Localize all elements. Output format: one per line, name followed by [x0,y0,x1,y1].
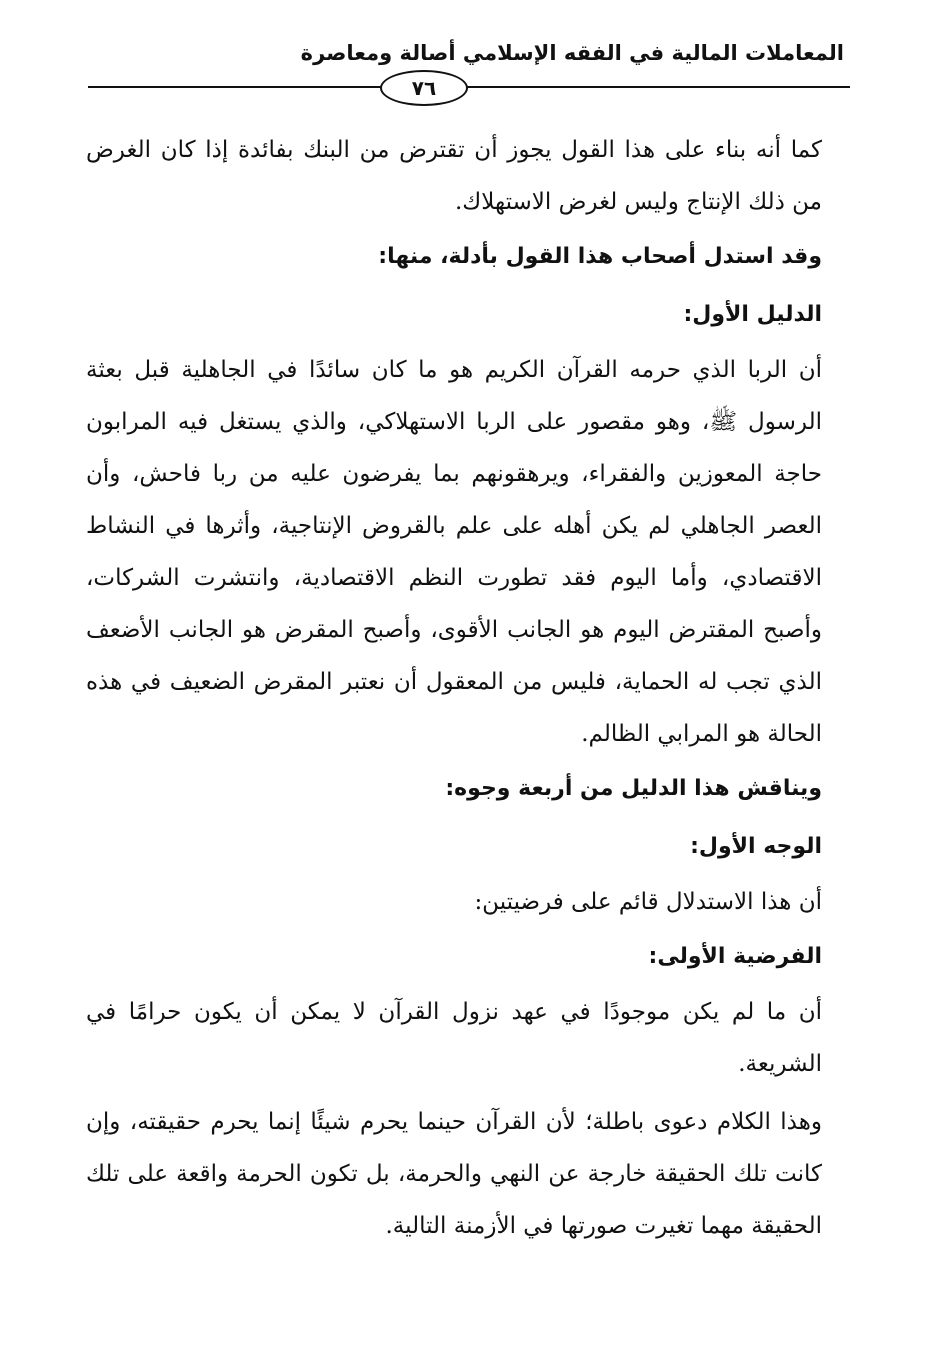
heading-first-aspect: الوجه الأول: [690,834,822,859]
paragraph-5: وهذا الكلام دعوى باطلة؛ لأن القرآن حينما يحرم شيئًا إنما يحرم حقيقته، وإن كانت تلك الحقيقة خارجة عن النهي والحرمة، بل تكون الحرمة واقعة على تلك الحقيقة مهما تغيرت صورتها في الأزمنة التالية. [86,1109,822,1239]
paragraph-4: أن ما لم يكن موجودًا في عهد نزول القرآن لا يمكن أن يكون حرامًا في الشريعة. [86,999,822,1077]
heading-discussion: ويناقش هذا الدليل من أربعة وجوه: [445,776,822,801]
running-header-title: المعاملات المالية في الفقه الإسلامي أصالة ومعاصرة [300,41,844,65]
header-rule [88,86,850,88]
page-body [86,124,822,1252]
heading-first-hypothesis: الفرضية الأولى: [648,944,822,969]
heading-first-evidence: الدليل الأول: [683,302,822,327]
page-number: ٧٦ [380,70,468,106]
paragraph-2: أن الربا الذي حرمه القرآن الكريم هو ما كان سائدًا في الجاهلية قبل بعثة الرسول ﷺ، وهو مقصور على الربا الاستهلاكي، والذي يستغل فيه المرابون حاجة المعوزين والفقراء، ويرهقونهم بما يفرضون عليه من ربا فاحش، وأن العصر الجاهلي لم يكن أهله على علم بالقروض الإنتاجية، وأثرها في النشاط الاقتصادي، وأما اليوم فقد تطورت النظم الاقتصادية، وانتشرت الشركات، وأصبح المقترض اليوم هو الجانب الأقوى، وأصبح المقرض هو الجانب الأضعف الذي تجب له الحماية، فليس من المعقول أن نعتبر المقرض الضعيف في هذه الحالة هو المرابي الظالم. [86,357,822,747]
paragraph-3: أن هذا الاستدلال قائم على فرضيتين: [474,889,822,915]
heading-evidence-intro: وقد استدل أصحاب هذا القول بأدلة، منها: [378,244,822,269]
paragraph-1: كما أنه بناء على هذا القول يجوز أن تقترض من البنك بفائدة إذا كان الغرض من ذلك الإنتاج وليس لغرض الاستهلاك. [86,137,822,215]
